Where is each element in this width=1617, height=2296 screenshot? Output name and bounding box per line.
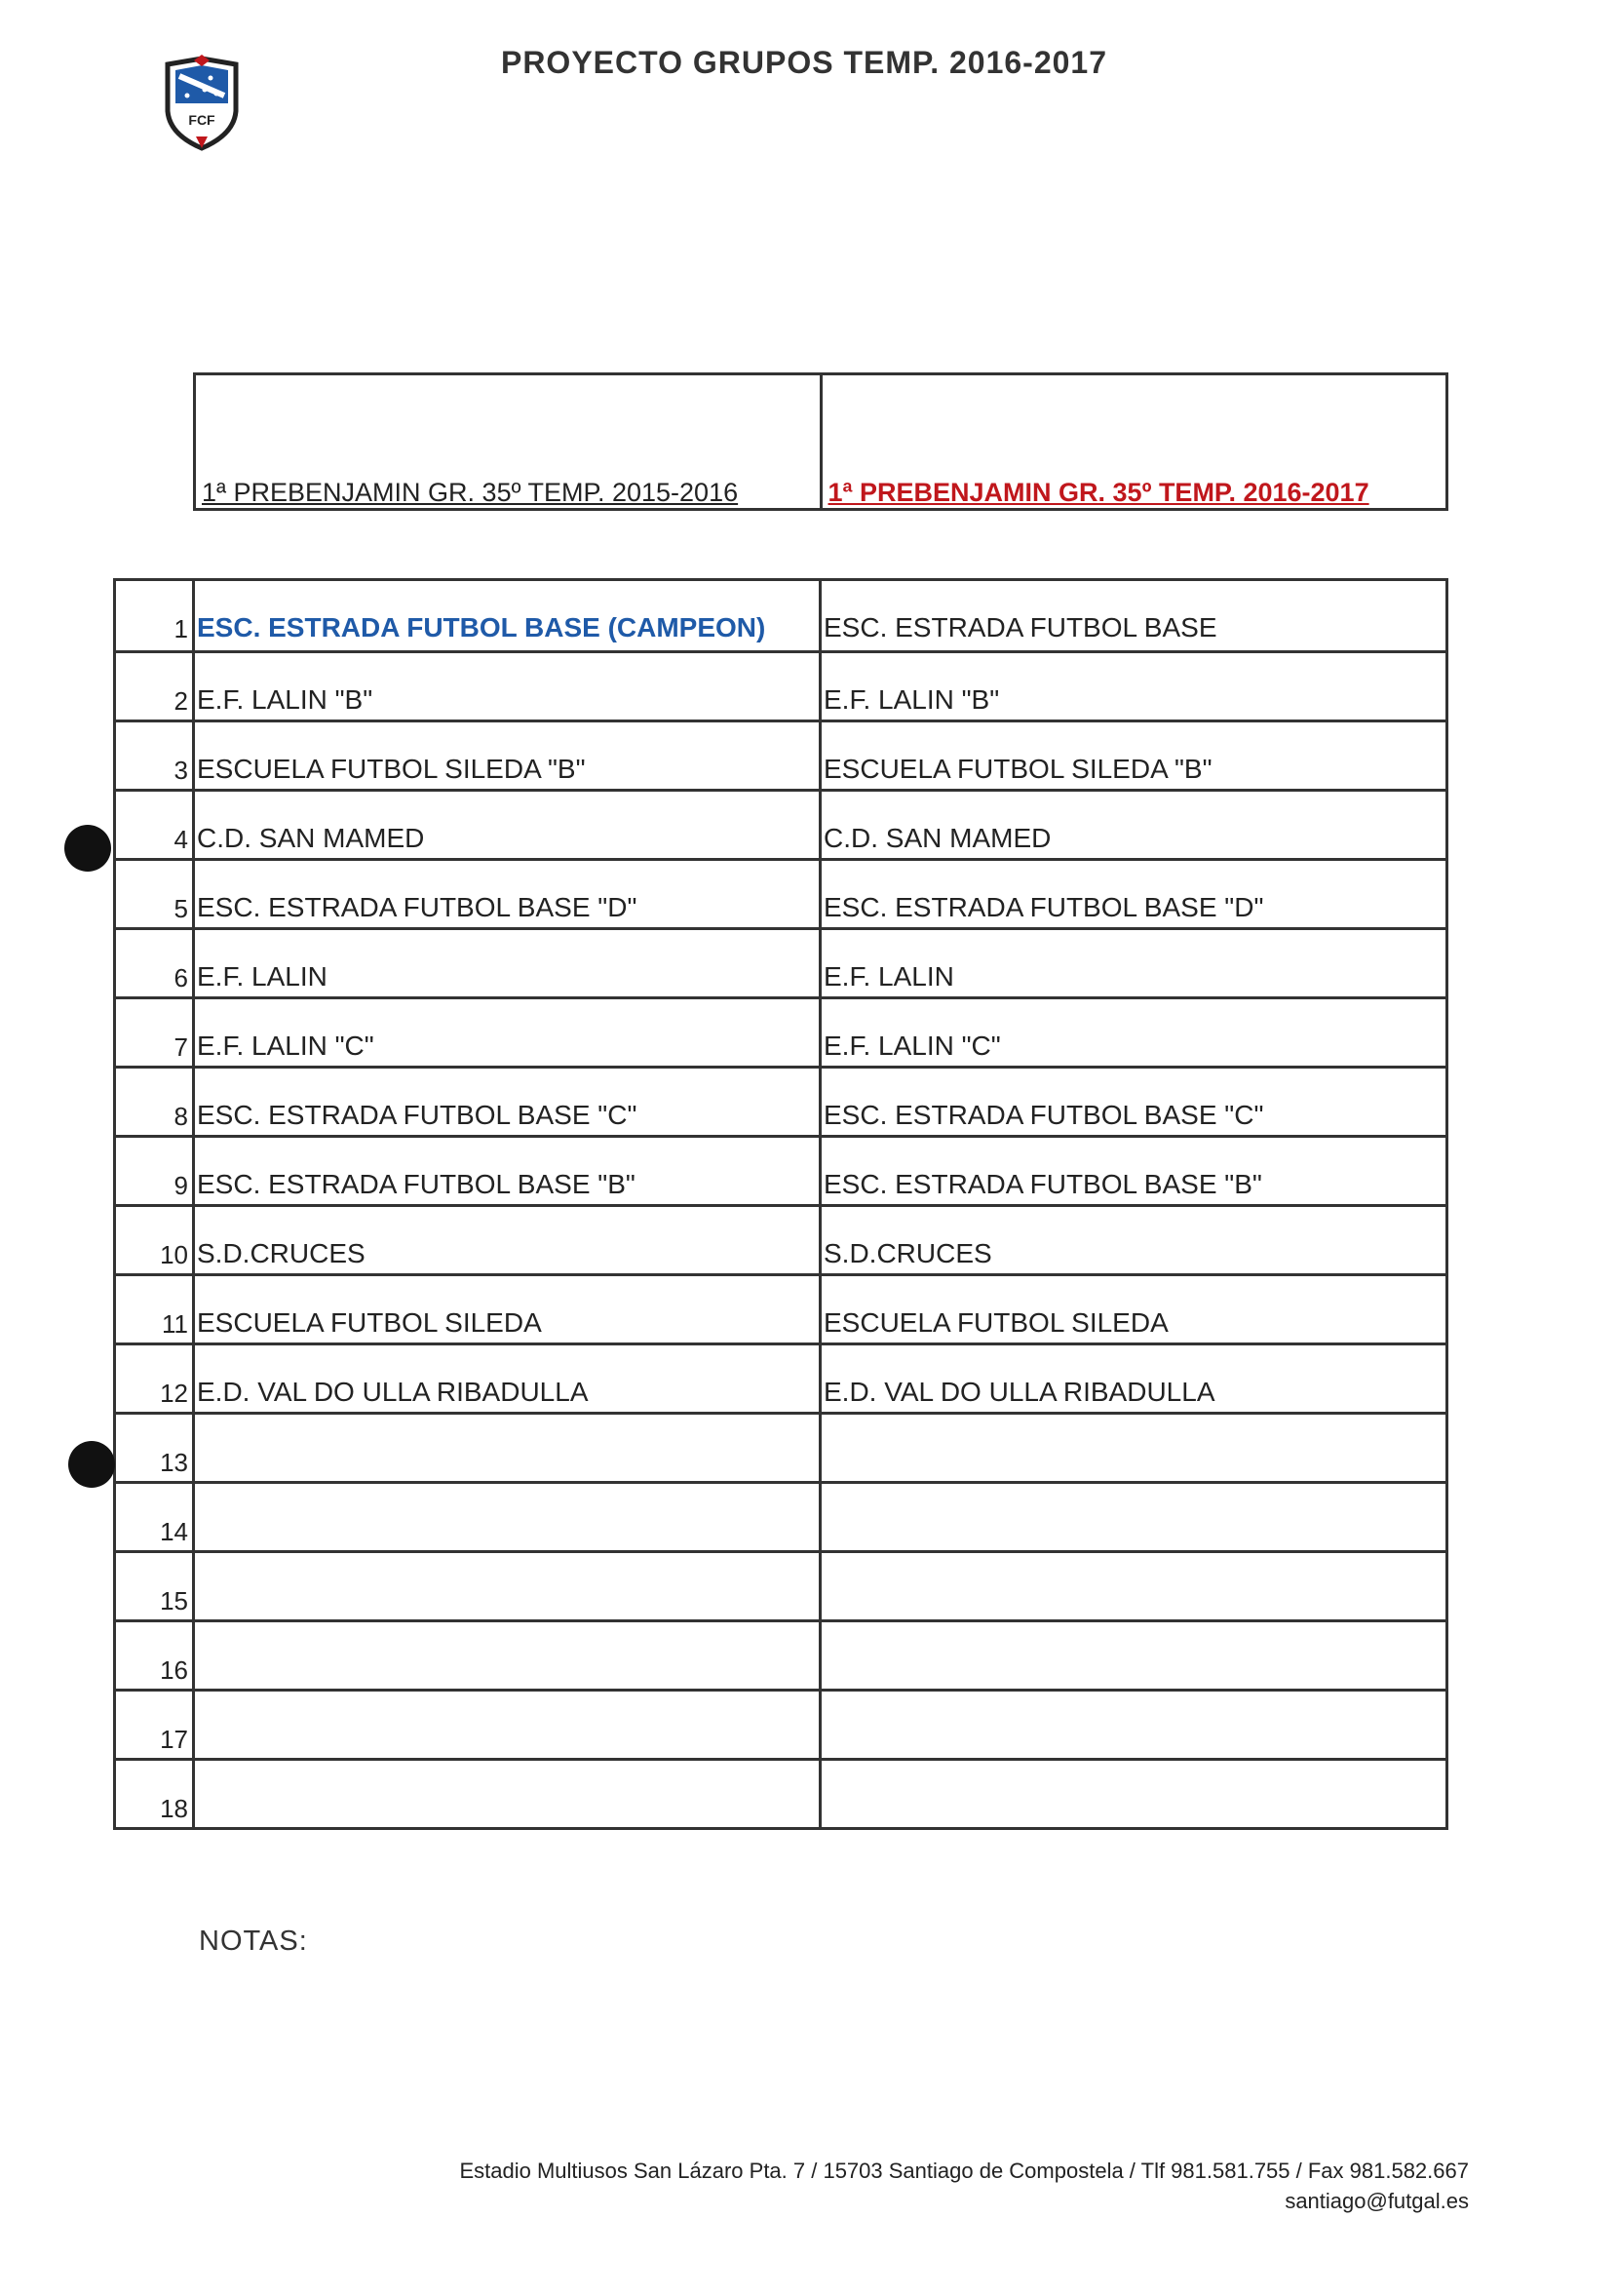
previous-season-team: E.F. LALIN "B" <box>195 653 822 720</box>
punch-hole <box>64 825 111 872</box>
current-season-label: 1ª PREBENJAMIN GR. 35º TEMP. 2016-2017 <box>828 478 1369 507</box>
table-row <box>116 789 1445 858</box>
current-season-team: ESC. ESTRADA FUTBOL BASE "B" <box>824 1169 1262 1199</box>
current-season-team: ESC. ESTRADA FUTBOL BASE "D" <box>824 892 1264 922</box>
current-season-team <box>822 1692 1445 1758</box>
previous-season-team <box>195 1484 822 1550</box>
season-header-table <box>193 372 1448 511</box>
previous-season-team <box>195 1415 822 1481</box>
row-number: 12 <box>116 1345 195 1412</box>
table-row <box>116 1204 1445 1273</box>
table-row <box>116 1066 1445 1135</box>
row-number: 11 <box>116 1276 195 1343</box>
previous-season-team: ESCUELA FUTBOL SILEDA "B" <box>195 722 822 789</box>
table-row <box>116 1550 1445 1619</box>
row-number: 17 <box>116 1692 195 1758</box>
row-number: 14 <box>116 1484 195 1550</box>
row-number: 4 <box>116 792 195 858</box>
table-row <box>116 1343 1445 1412</box>
row-number: 9 <box>116 1138 195 1204</box>
previous-season-team <box>195 1761 822 1827</box>
row-number: 13 <box>116 1415 195 1481</box>
table-row <box>116 650 1445 720</box>
table-row <box>116 1689 1445 1758</box>
previous-season-team: E.F. LALIN <box>195 930 822 996</box>
current-season-team <box>822 1553 1445 1619</box>
previous-season-team: ESC. ESTRADA FUTBOL BASE "B" <box>195 1138 822 1204</box>
table-row <box>116 927 1445 996</box>
current-season-team: E.D. VAL DO ULLA RIBADULLA <box>824 1377 1215 1407</box>
table-row <box>116 720 1445 789</box>
row-number: 16 <box>116 1622 195 1689</box>
previous-season-team: C.D. SAN MAMED <box>195 792 822 858</box>
current-season-team: ESC. ESTRADA FUTBOL BASE "C" <box>824 1100 1264 1130</box>
row-number: 6 <box>116 930 195 996</box>
row-number: 18 <box>116 1761 195 1827</box>
previous-season-team: ESC. ESTRADA FUTBOL BASE (CAMPEON) <box>195 581 822 650</box>
notes-label: NOTAS: <box>199 1926 308 1957</box>
table-row <box>116 1412 1445 1481</box>
federation-logo <box>164 55 240 152</box>
table-row <box>116 996 1445 1066</box>
table-row <box>116 1273 1445 1343</box>
row-number: 5 <box>116 861 195 927</box>
current-season-cell <box>820 375 1446 508</box>
punch-hole <box>68 1441 115 1488</box>
previous-season-cell <box>196 375 820 508</box>
previous-season-team: ESCUELA FUTBOL SILEDA <box>195 1276 822 1343</box>
table-row <box>116 1135 1445 1204</box>
previous-season-team <box>195 1692 822 1758</box>
table-row <box>116 1758 1445 1827</box>
current-season-team: ESC. ESTRADA FUTBOL BASE <box>824 612 1217 642</box>
current-season-team <box>822 1484 1445 1550</box>
current-season-team: ESCUELA FUTBOL SILEDA <box>824 1307 1169 1338</box>
current-season-team: E.F. LALIN "C" <box>824 1031 1001 1061</box>
document-title: PROYECTO GRUPOS TEMP. 2016-2017 <box>500 45 1108 80</box>
current-season-team: ESCUELA FUTBOL SILEDA "B" <box>824 754 1213 784</box>
table-row <box>116 1619 1445 1689</box>
current-season-team <box>822 1415 1445 1481</box>
previous-season-team: E.D. VAL DO ULLA RIBADULLA <box>195 1345 822 1412</box>
footer-email: santiago@futgal.es <box>1285 2189 1469 2213</box>
current-season-team: E.F. LALIN "B" <box>824 684 1000 715</box>
row-number: 7 <box>116 999 195 1066</box>
previous-season-team: E.F. LALIN "C" <box>195 999 822 1066</box>
current-season-team: E.F. LALIN <box>824 961 954 992</box>
current-season-team <box>822 1761 1445 1827</box>
table-row <box>116 1481 1445 1550</box>
previous-season-team <box>195 1553 822 1619</box>
previous-season-team: S.D.CRUCES <box>195 1207 822 1273</box>
row-number: 3 <box>116 722 195 789</box>
footer-address: Estadio Multiusos San Lázaro Pta. 7 / 15703 Santiago de Compostela / Tlf 981.581.755 / Fax 981.582.667 <box>459 2159 1469 2183</box>
current-season-team <box>822 1622 1445 1689</box>
row-number: 2 <box>116 653 195 720</box>
previous-season-team <box>195 1622 822 1689</box>
svg-text:FCF: FCF <box>188 112 215 128</box>
row-number: 15 <box>116 1553 195 1619</box>
row-number: 1 <box>116 581 195 650</box>
table-row <box>116 581 1445 650</box>
previous-season-team: ESC. ESTRADA FUTBOL BASE "D" <box>195 861 822 927</box>
current-season-team: S.D.CRUCES <box>824 1238 992 1268</box>
previous-season-team: ESC. ESTRADA FUTBOL BASE "C" <box>195 1069 822 1135</box>
current-season-team: C.D. SAN MAMED <box>824 823 1052 853</box>
previous-season-label: 1ª PREBENJAMIN GR. 35º TEMP. 2015-2016 <box>202 478 739 507</box>
row-number: 10 <box>116 1207 195 1273</box>
table-row <box>116 858 1445 927</box>
row-number: 8 <box>116 1069 195 1135</box>
teams-table <box>113 578 1448 1830</box>
